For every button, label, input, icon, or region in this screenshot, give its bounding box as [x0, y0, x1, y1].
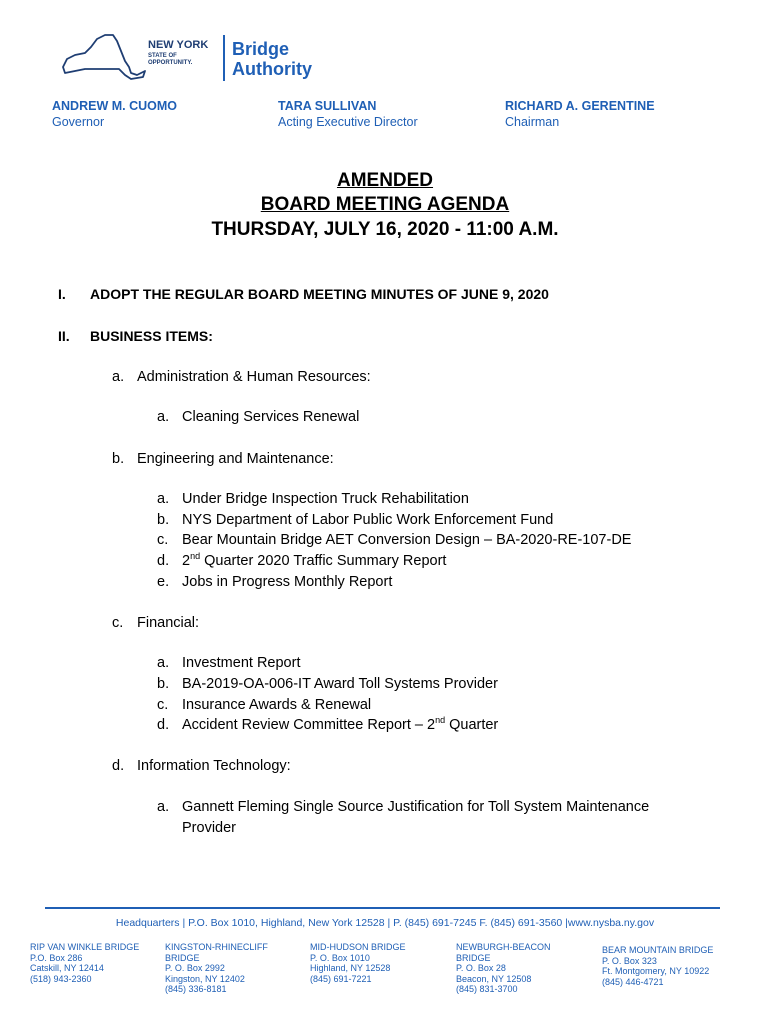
footer-line: (845) 446-4721: [602, 976, 664, 987]
item-label: a.: [157, 409, 170, 425]
item-text: NYS Department of Labor Public Work Enforcement Fund: [182, 512, 554, 528]
list-item: [157, 697, 371, 713]
list-item: [157, 655, 300, 671]
item-label: b.: [157, 512, 170, 528]
agenda-heading-title: BOARD MEETING AGENDA: [260, 194, 510, 215]
footer-line: P. O. Box 28: [456, 963, 506, 973]
official-title: Governor: [52, 115, 105, 129]
footer-line: KINGSTON-RHINECLIFF: [165, 942, 268, 952]
section-number: II.: [58, 328, 70, 344]
item-text: Insurance Awards & Renewal: [182, 697, 372, 713]
bridge-authority-logo: [55, 33, 312, 85]
footer-line: (845) 336-8181: [165, 984, 227, 994]
section-business-items: BUSINESS ITEMS:: [90, 328, 213, 344]
item-label: d.: [112, 758, 125, 774]
footer-bridge-newburgh-beacon: [456, 942, 551, 995]
footer-line: BEAR MOUNTAIN BRIDGE: [602, 945, 714, 955]
agenda-heading-date: THURSDAY, JULY 16, 2020 - 11:00 A.M.: [211, 219, 559, 240]
footer-bridge-bear-mountain: [602, 945, 713, 987]
official-name: ANDREW M. CUOMO: [52, 99, 177, 113]
footer-line: P. O. Box 323: [602, 955, 657, 966]
footer-line: NEWBURGH-BEACON: [456, 942, 551, 952]
business-fin-heading: [112, 615, 199, 631]
item-label: b.: [157, 676, 170, 692]
list-item: [157, 409, 359, 425]
logo-tagline-line2: OPPORTUNITY.: [148, 60, 193, 66]
ordinal-suffix: nd: [190, 551, 201, 562]
logo-bridge-authority: [232, 39, 312, 79]
item-text: BA-2019-OA-006-IT Award Toll Systems Provider: [182, 676, 498, 692]
item-label: e.: [157, 574, 170, 590]
item-label: c.: [157, 532, 169, 548]
list-item: [157, 553, 446, 569]
footer-line: Highland, NY 12528: [310, 963, 391, 973]
official-executive-director: [278, 98, 418, 130]
section-number: I.: [58, 286, 66, 302]
footer-line: Beacon, NY 12508: [456, 973, 532, 984]
footer-line: P. O. Box 1010: [310, 952, 370, 963]
item-label: d.: [157, 553, 170, 569]
official-name: TARA SULLIVAN: [278, 99, 377, 113]
section-adopt-minutes: ADOPT THE REGULAR BOARD MEETING MINUTES OF JUNE 9, 2020: [90, 286, 549, 302]
official-name: RICHARD A. GERENTINE: [505, 99, 655, 113]
official-chairman: [505, 98, 655, 130]
logo-tagline-line1: STATE OF: [148, 53, 177, 59]
footer-line: P. O. Box 2992: [165, 963, 225, 973]
item-label: a.: [157, 799, 170, 815]
agenda-heading-amended: AMENDED: [336, 170, 434, 191]
item-text: Gannett Fleming Single Source Justification for Toll System Maintenance: [182, 799, 650, 815]
footer-headquarters: Headquarters | P.O. Box 1010, Highland, New York 12528 | P. (845) 691-7245 F. (845) 691-3560 |www.nysba.ny.gov: [115, 917, 655, 929]
item-text: Quarter 2020 Traffic Summary Report: [200, 553, 447, 569]
item-text: 2: [182, 553, 191, 569]
footer-bridge-kingston-rhinecliff: [165, 942, 268, 995]
footer-line: MID-HUDSON BRIDGE: [310, 942, 406, 952]
logo-divider: [223, 35, 225, 81]
item-text: Investment Report: [182, 655, 301, 671]
logo-ny-text: NEW YORK: [148, 39, 209, 51]
footer-line: P.O. Box 286: [30, 952, 83, 963]
footer-line: BRIDGE: [165, 952, 200, 963]
footer-line: Ft. Montgomery, NY 10922: [602, 966, 710, 976]
item-text: Cleaning Services Renewal: [182, 409, 360, 425]
footer-line: RIP VAN WINKLE BRIDGE: [30, 942, 140, 952]
list-item: [157, 717, 498, 733]
item-text: Information Technology:: [137, 758, 291, 774]
footer-bridge-mid-hudson: [310, 942, 406, 984]
list-item: [157, 574, 392, 590]
list-item: [157, 799, 649, 815]
list-item-continuation: Provider: [182, 820, 236, 836]
official-title: Acting Executive Director: [278, 115, 418, 129]
ordinal-suffix: nd: [435, 715, 446, 726]
official-title: Chairman: [505, 115, 560, 129]
footer-line: Catskill, NY 12414: [30, 963, 104, 973]
item-label: a.: [157, 491, 170, 507]
footer-line: (845) 691-7221: [310, 973, 372, 984]
list-item: [157, 491, 469, 507]
footer-line: BRIDGE: [456, 952, 491, 963]
new-york-state-outline-icon: [55, 33, 147, 81]
item-label: d.: [157, 717, 170, 733]
item-text: Administration & Human Resources:: [137, 369, 371, 385]
item-text: Accident Review Committee Report – 2: [182, 717, 436, 733]
item-label: a.: [112, 369, 125, 385]
business-admin-heading: [112, 369, 371, 385]
footer-line: (845) 831-3700: [456, 984, 518, 994]
footer-divider: [45, 907, 720, 909]
footer-line: Kingston, NY 12402: [165, 973, 245, 984]
item-label: a.: [157, 655, 170, 671]
logo-tagline: [148, 53, 208, 67]
list-item: [157, 512, 553, 528]
footer-bridge-rip-van-winkle: [30, 942, 139, 984]
item-text: Under Bridge Inspection Truck Rehabilitation: [182, 491, 469, 507]
logo-bridge-word: Bridge: [232, 39, 290, 59]
business-eng-heading: [112, 451, 334, 467]
official-governor: [52, 98, 177, 130]
item-text: Jobs in Progress Monthly Report: [182, 574, 393, 590]
item-text: Quarter: [445, 717, 499, 733]
item-text: Financial:: [137, 615, 200, 631]
footer-line: (518) 943-2360: [30, 973, 92, 984]
item-text: Engineering and Maintenance:: [137, 451, 334, 467]
item-label: c.: [157, 697, 169, 713]
logo-authority-word: Authority: [232, 59, 312, 79]
list-item: [157, 676, 498, 692]
item-label: c.: [112, 615, 124, 631]
item-text: Bear Mountain Bridge AET Conversion Design – BA-2020-RE-107-DE: [182, 532, 632, 548]
item-label: b.: [112, 451, 125, 467]
business-it-heading: [112, 758, 291, 774]
list-item: [157, 532, 631, 548]
